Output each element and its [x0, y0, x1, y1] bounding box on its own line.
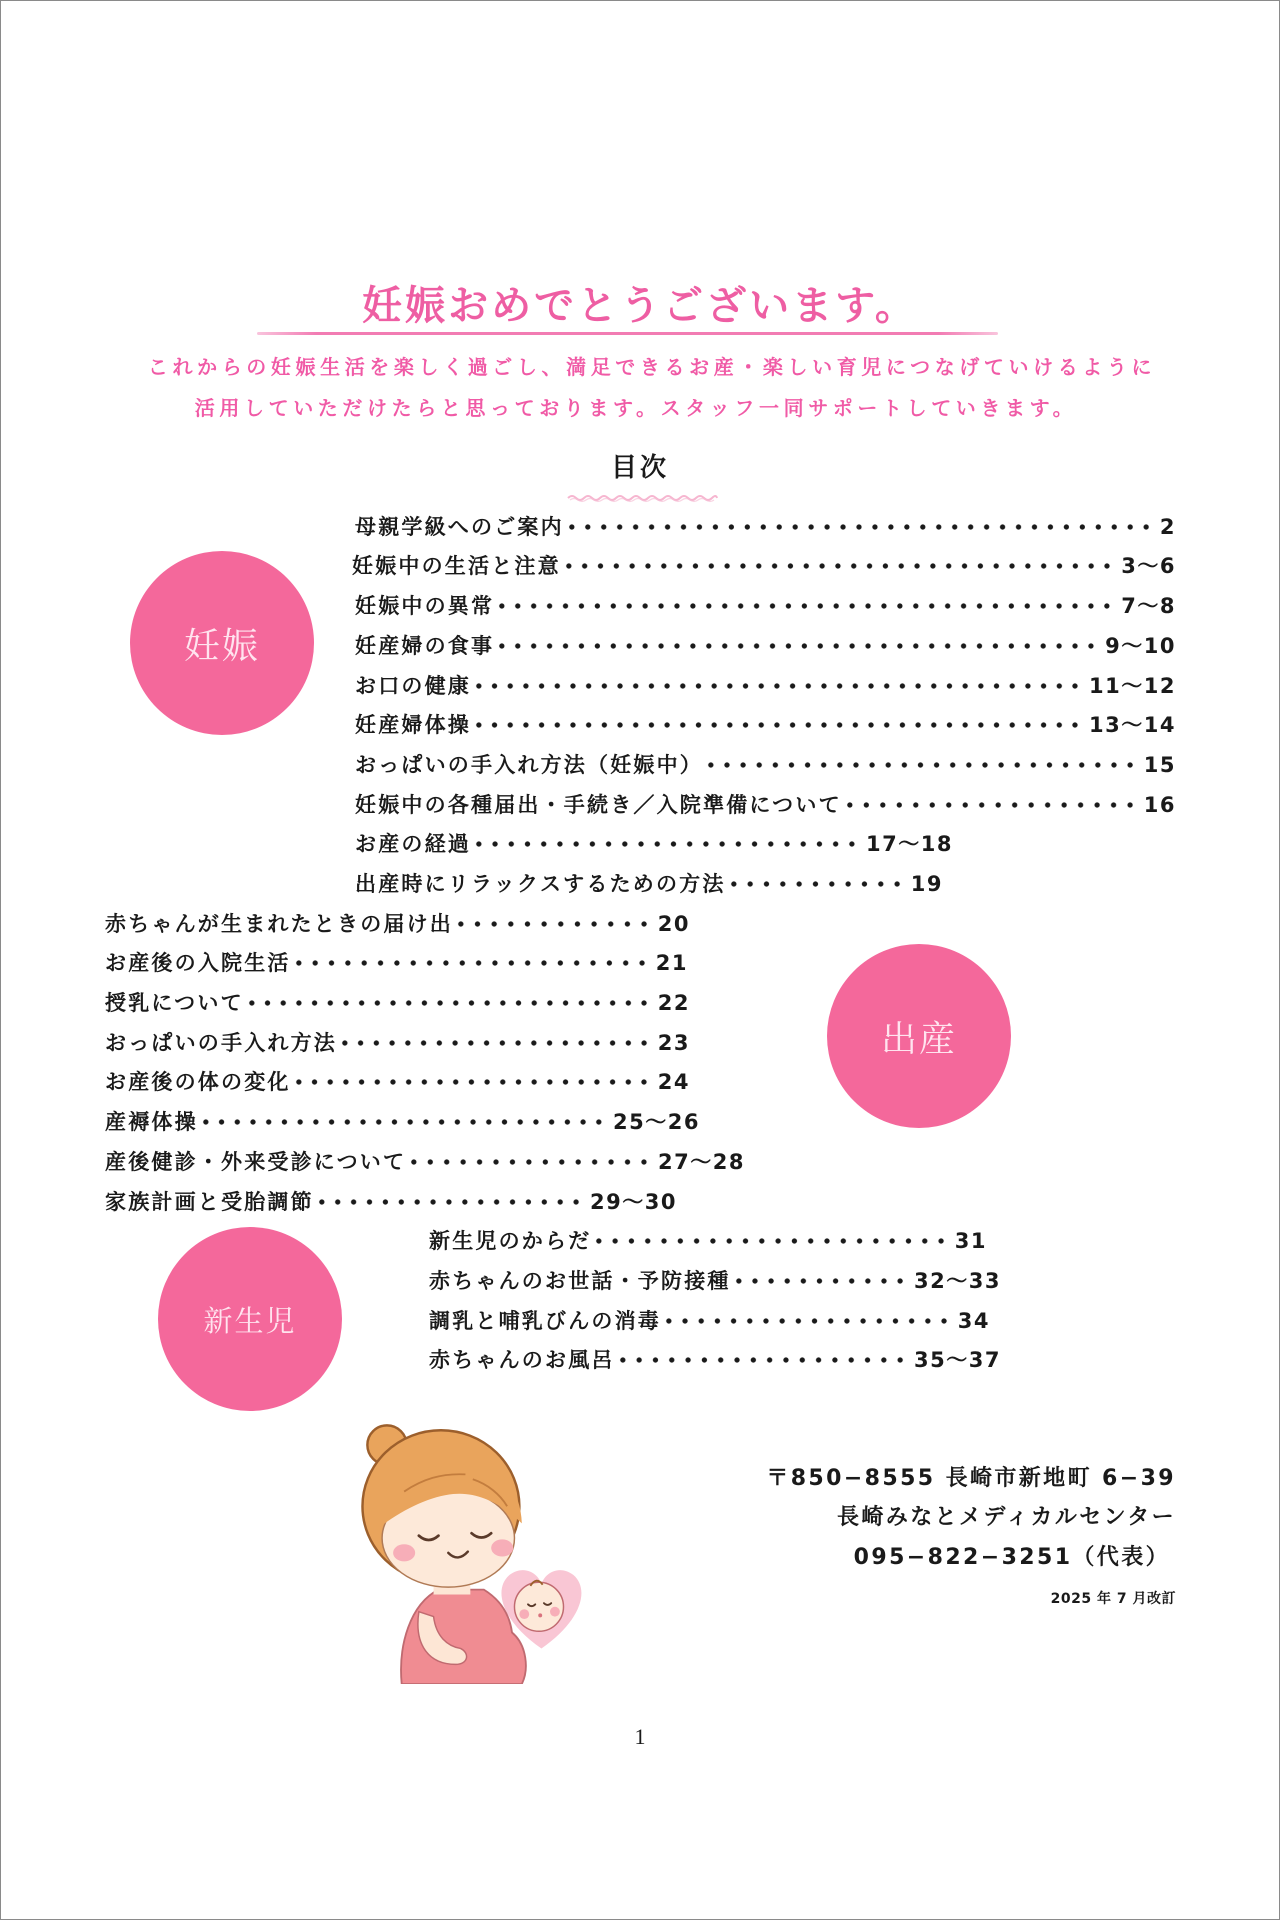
toc-item-title: お口の健康 [355, 674, 471, 698]
toc-leader-dots [561, 550, 1115, 582]
toc-item-title: 妊産婦の食事 [355, 634, 495, 658]
toc-leader-dots [564, 511, 1154, 543]
toc-item [352, 550, 1176, 582]
toc-item-page: 23 [657, 1031, 690, 1055]
toc-item [105, 947, 688, 979]
intro-line: 活用していただけたらと思っております。スタッフ一同サポートしていきます。 [194, 396, 1078, 420]
toc-item-title: お産後の体の変化 [105, 1070, 291, 1094]
toc-item [105, 1186, 677, 1218]
toc-item-title: 妊娠中の異常 [355, 594, 495, 618]
toc-item-page: 35～37 [914, 1348, 1001, 1372]
section-badge-newborn [158, 1227, 342, 1411]
toc-heading: 目次 [610, 453, 669, 483]
toc-item [355, 511, 1176, 543]
toc-leader-dots [406, 1146, 652, 1178]
section-badge-pregnancy [130, 551, 314, 735]
toc-item-page: 17～18 [866, 832, 953, 856]
toc-item-page: 11～12 [1089, 674, 1176, 698]
title-underline [257, 332, 998, 335]
toc-item [105, 1027, 690, 1059]
toc-item [105, 1066, 690, 1098]
toc-item-title: 赤ちゃんのお風呂 [429, 1348, 615, 1372]
toc-item-page: 16 [1143, 793, 1176, 817]
toc-leader-dots [726, 868, 905, 900]
toc-item [105, 1106, 700, 1138]
toc-leader-dots [291, 1066, 652, 1098]
toc-item-page: 7～8 [1121, 594, 1176, 618]
mother-figure [362, 1425, 525, 1684]
page-title: 妊娠おめでとうございます。 [362, 283, 918, 329]
toc-item-page: 31 [954, 1229, 987, 1253]
toc-item-title: 妊娠中の生活と注意 [352, 554, 561, 578]
toc-item [429, 1265, 1001, 1297]
toc-item-title: 母親学級へのご案内 [355, 515, 564, 539]
toc-leader-dots [703, 749, 1138, 781]
toc-item [355, 828, 953, 860]
toc-item-title: 赤ちゃんが生まれたときの届け出 [105, 912, 453, 936]
toc-item [105, 908, 690, 940]
toc-leader-dots [291, 947, 650, 979]
heading-scribble-decoration [566, 492, 719, 504]
toc-item [355, 670, 1176, 702]
toc-item [429, 1225, 987, 1257]
toc-item-title: 家族計画と受胎調節 [105, 1190, 314, 1214]
toc-item-page: 13～14 [1089, 713, 1176, 737]
section-badge-label: 妊娠 [183, 625, 260, 667]
toc-item [429, 1344, 1001, 1376]
toc-leader-dots [591, 1225, 948, 1257]
toc-leader-dots [471, 828, 860, 860]
toc-item [355, 630, 1176, 662]
toc-item-page: 29～30 [590, 1190, 677, 1214]
toc-item-title: 妊娠中の各種届出・手続き／入院準備について [355, 793, 842, 817]
toc-item [105, 1146, 745, 1178]
contact-phone: 095−822−3251（代表） [853, 1545, 1170, 1570]
page-number: 1 [634, 1724, 646, 1749]
toc-item-title: お産後の入院生活 [105, 951, 291, 975]
toc-item-title: 赤ちゃんのお世話・予防接種 [429, 1269, 731, 1293]
toc-leader-dots [471, 709, 1083, 741]
toc-item-title: 産後健診・外来受診について [105, 1150, 407, 1174]
section-badge-delivery [827, 944, 1011, 1128]
toc-item-page: 3～6 [1121, 554, 1176, 578]
toc-item-page: 27～28 [658, 1150, 745, 1174]
toc-leader-dots [337, 1027, 652, 1059]
toc-item [355, 709, 1176, 741]
toc-item [355, 590, 1176, 622]
toc-item-page: 34 [957, 1309, 990, 1333]
toc-leader-dots [494, 630, 1099, 662]
toc-leader-dots [314, 1186, 584, 1218]
toc-leader-dots [615, 1344, 908, 1376]
intro-line: これからの妊娠生活を楽しく過ごし、満足できるお産・楽しい育児につなげていけるように [147, 355, 1157, 379]
toc-item [429, 1305, 990, 1337]
section-badge-label: 新生児 [203, 1303, 297, 1338]
pregnant-mother-and-baby-illustration [355, 1418, 582, 1684]
toc-item-page: 20 [657, 912, 690, 936]
toc-item-page: 15 [1143, 753, 1176, 777]
toc-leader-dots [471, 670, 1083, 702]
toc-item [355, 868, 943, 900]
toc-item-page: 2 [1159, 515, 1176, 539]
toc-leader-dots [453, 908, 652, 940]
toc-item-title: 新生児のからだ [429, 1229, 592, 1253]
toc-leader-dots [661, 1305, 952, 1337]
toc-item-page: 19 [910, 872, 943, 896]
section-badge-label: 出産 [880, 1018, 957, 1060]
toc-leader-dots [198, 1106, 607, 1138]
toc-item [355, 789, 1176, 821]
toc-item-page: 32～33 [914, 1269, 1001, 1293]
revision-note: 2025 年 7 月改訂 [1050, 1591, 1176, 1607]
toc-item-page: 22 [657, 991, 690, 1015]
toc-leader-dots [244, 987, 652, 1019]
toc-item-title: 出産時にリラックスするための方法 [355, 872, 726, 896]
toc-leader-dots [731, 1265, 908, 1297]
contact-address: 〒850−8555 長崎市新地町 6−39 [766, 1466, 1176, 1491]
toc-item [105, 987, 690, 1019]
toc-item-page: 25～26 [613, 1110, 700, 1134]
toc-item-title: 妊産婦体操 [355, 713, 471, 737]
toc-item [355, 749, 1176, 781]
toc-item-page: 9～10 [1105, 634, 1176, 658]
toc-item-title: お産の経過 [355, 832, 471, 856]
toc-item-title: 授乳について [105, 991, 244, 1015]
toc-item-page: 24 [657, 1070, 690, 1094]
toc-item-title: おっぱいの手入れ方法（妊娠中） [355, 753, 703, 777]
toc-item-page: 21 [655, 951, 688, 975]
baby-figure [514, 1581, 563, 1632]
toc-item-title: 調乳と哺乳びんの消毒 [429, 1309, 661, 1333]
toc-leader-dots [494, 590, 1115, 622]
toc-item-title: おっぱいの手入れ方法 [105, 1031, 337, 1055]
contact-organization: 長崎みなとメディカルセンター [837, 1505, 1176, 1530]
toc-item-title: 産褥体操 [105, 1110, 198, 1134]
toc-leader-dots [842, 789, 1138, 821]
